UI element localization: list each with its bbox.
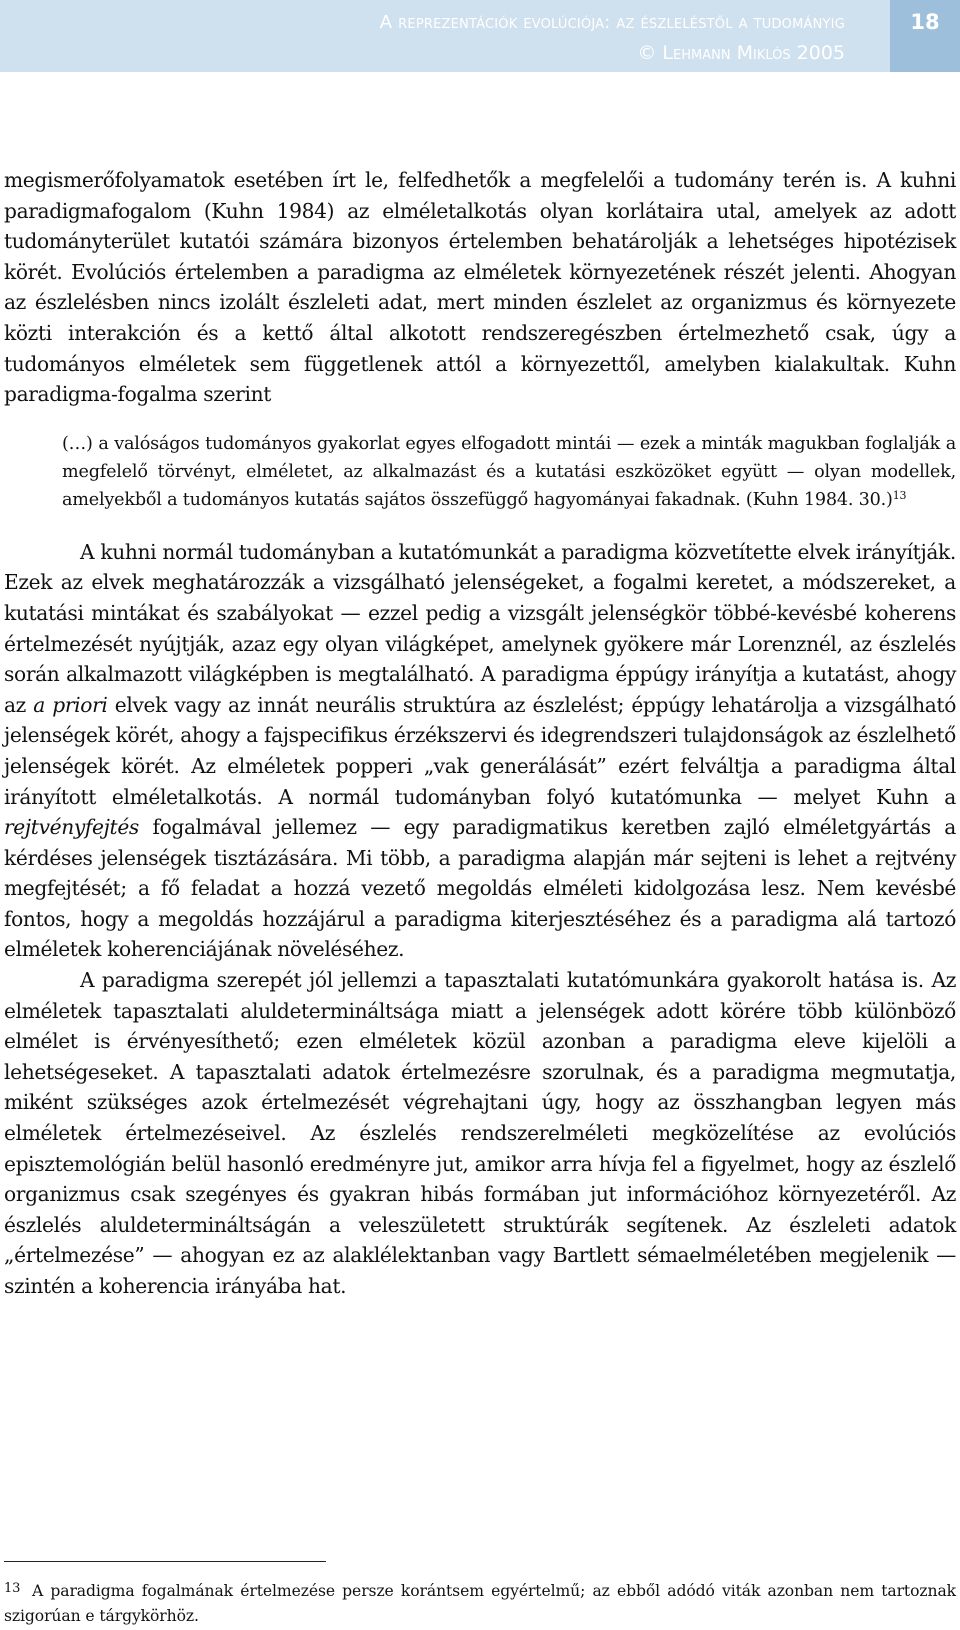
main-text (4, 165, 956, 1302)
page-number: 18 (890, 0, 960, 72)
quote-text: (…) a valóságos tudományos gyakorlat egyes elfogadott mintái — ezek a minták magukban foglalják a megfelelő törvényt, elméletet, az alkalmazást és a kutatási eszközöket együtt — olyan modellek, amelyekből a tudományos kutatás sajátos összefüggő hagyományai fakadnak. (Kuhn 1984. 30.) (62, 433, 956, 510)
running-title: A reprezentációk evolúciója: az észleléstől a tudományig (379, 12, 845, 33)
footnote-number: 13 (4, 1581, 21, 1596)
emphasis-a-priori: a priori (33, 692, 108, 717)
paragraph-2-part-a: A kuhni normál tudományban a kutatómunkát a paradigma közvetítette elvek irányítják. Ezek az elvek meghatározzák a vizsgálható jelenségeket, a fogalmi keretet, a módszereket, a kutatási mintákat és szabályokat — ezzel pedig a vizsgált jelenségkör többé-kevésbé koherens értelmezését nyújtják, azaz egy olyan világképet, amelynek gyökere már Lorenznél, az észlelés során alkalmazott világképben is megtalálható. A paradigma éppúgy irányítja a kutatást, ahogy az (4, 539, 956, 717)
page-header (0, 0, 925, 72)
paragraph-3: A paradigma szerepét jól jellemzi a tapasztalati kutatómunkára gyakorolt hatása is. Az elméletek tapasztalati aluldetermináltsága miatt a jelenségek adott körére több különböző elmélet is érvényesíthető; ezen elméletek közül azonban a paradigma eleve kijelöli a lehetségeseket. A tapasztalati adatok értelmezésre szorulnak, és a paradigma megmutatja, miként szükséges azok értelmezését végrehajtani úgy, hogy az összhangban legyen más elméletek értelmezéseivel. Az észlelés rendszerelméleti megközelítése az evolúciós episztemológián belül hasonló eredményre jut, amikor arra hívja fel a figyelmet, hogy az észlelő organizmus csak szegényes és gyakran hibás formában jut információhoz környezetéről. Az észlelés aluldetermináltságán a veleszületett struktúrák segítenek. Az észleleti adatok „értelmezése” — ahogyan ez az alaklélektanban vagy Bartlett sémaelméletében megjelenik — szintén a koherencia irányába hat. (4, 968, 956, 1298)
footnote-text: A paradigma fogalmának értelmezése persze korántsem egyértelmű; az ebből adódó viták azonban nem tartoznak szigorúan e tárgykörhöz. (4, 1582, 956, 1625)
footnote (4, 1576, 956, 1629)
paragraph-1: megismerőfolyamatok esetében írt le, felfedhetők a megfelelői a tudomány terén is. A kuhni paradigmafogalom (Kuhn 1984) az elméletalkotás olyan korlátaira utal, amelyek az adott tudományterület kutatói számára bizonyos értelemben behatárolják a lehetséges hipotézisek körét. Evolúciós értelemben a paradigma az elméletek környezetének részét jelenti. Ahogyan az észlelésben nincs izolált észleleti adat, mert minden észlelet az organizmus és környezete közti interakción és a kettő által alkotott rendszeregészben értelmezhető csak, úgy a tudományos elméletek sem függetlenek attól a környezettől, amelyben kialakultak. Kuhn paradigma-fogalma szerint (4, 168, 956, 407)
emphasis-rejtvenyfejtes: rejtvényfejtés (4, 815, 139, 840)
running-author: © Lehmann Miklós 2005 (637, 42, 845, 64)
footnote-divider (4, 1561, 326, 1562)
header-text (380, 8, 845, 68)
block-quote (62, 430, 956, 514)
paragraph-2-part-b: elvek vagy az innát neurális struktúra az észlelést; éppúgy lehatárolja a vizsgálható jelenségek körét, ahogy a fajspecifikus érzékszervi és idegrendszeri tulajdonságok az észlelhető jelenségek körét. Az elméletek popperi „vak generálását” ezért felváltja a paradigma által irányított elméletalkotás. A normál tudományban folyó kutatómunka — melyet Kuhn a (4, 692, 956, 809)
paragraph-2-part-c: fogalmával jellemez — egy paradigmatikus keretben zajló elméletgyártás a kérdéses jelenségek tisztázására. Mi több, a paradigma alapján már sejteni is lehet a rejtvény megfejtését; a fő feladat a hozzá vezető megoldás elméleti kidolgozása lesz. Nem kevésbé fontos, hogy a megoldás hozzájárul a paradigma kiterjesztéséhez és a paradigma alá tartozó elméletek koherenciájának növeléséhez. (4, 815, 956, 962)
footnote-ref[interactable]: 13 (892, 488, 907, 502)
paragraph-2 (4, 537, 956, 965)
